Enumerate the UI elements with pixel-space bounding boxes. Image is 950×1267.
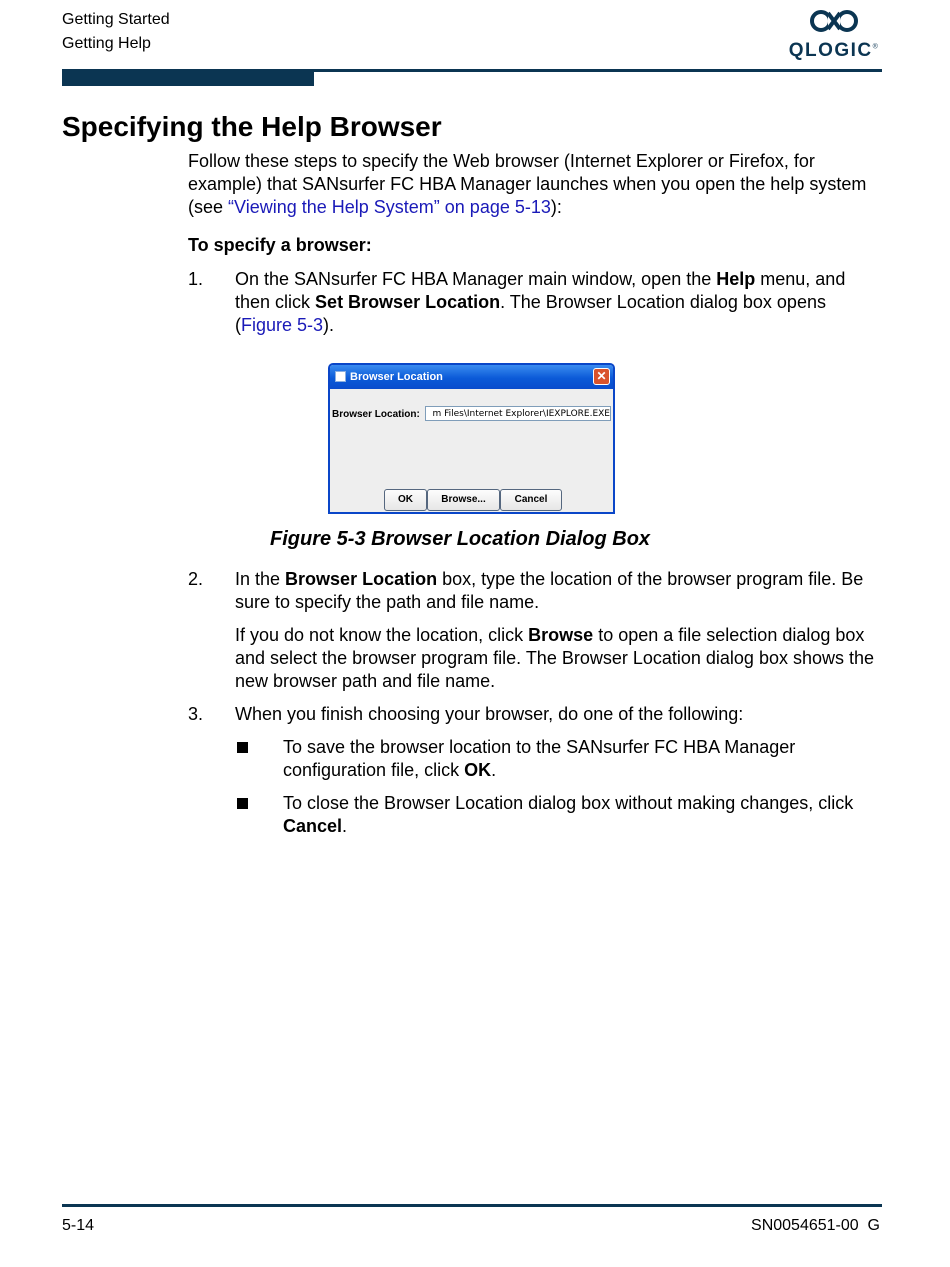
browser-location-dialog	[328, 363, 615, 514]
dialog-title: Browser Location	[350, 371, 443, 383]
intro-text-end: ):	[550, 197, 562, 217]
step-1-text	[235, 268, 883, 337]
step-number: 2.	[188, 569, 204, 589]
step-text: In the	[235, 569, 286, 589]
step-text: menu, and then click	[235, 269, 846, 312]
bullet-text: To close the Browser Location dialog box without making changes, click	[283, 793, 854, 813]
step-number: 3.	[188, 704, 204, 724]
step-3-text: When you finish choosing your browser, do one of the following:	[235, 704, 744, 724]
intro-paragraph	[188, 150, 882, 219]
bullet-square-icon	[237, 798, 248, 809]
registered-mark: ®	[872, 43, 880, 51]
document-id: SN0054651-00 G	[751, 1217, 880, 1234]
step-text: to open a file selection dialog box and select the browser program file. The Browser Location dialog box shows the new browser path and file name.	[235, 625, 875, 691]
figure-5-3-link[interactable]: Figure 5-3	[241, 315, 324, 335]
step-text: . The Browser Location dialog box opens (	[235, 292, 826, 335]
dialog-titlebar[interactable]	[330, 365, 613, 389]
browse-button[interactable]: Browse...	[427, 489, 500, 511]
header-rule-block	[62, 69, 314, 86]
step-bold: Help	[716, 269, 756, 289]
step-2-detail	[235, 624, 883, 693]
viewing-help-link[interactable]: “Viewing the Help System” on page 5-13	[228, 197, 551, 217]
procedure-heading: To specify a browser:	[188, 235, 372, 255]
page-title: Specifying the Help Browser	[62, 111, 442, 142]
bullet-text: .	[491, 760, 497, 780]
figure-caption: Figure 5-3 Browser Location Dialog Box	[270, 528, 651, 550]
step-text: If you do not know the location, click	[235, 625, 529, 645]
step-2-text	[235, 568, 883, 614]
step-text: ).	[323, 315, 335, 335]
cancel-button[interactable]: Cancel	[500, 489, 562, 511]
step-bold: Browser Location	[285, 569, 438, 589]
qlogic-logo-mark-icon	[788, 6, 880, 40]
bullet-bold: OK	[464, 760, 492, 780]
qlogic-wordmark	[788, 40, 880, 62]
logo-text: QLOGIC	[788, 40, 873, 61]
browser-location-input[interactable]	[425, 406, 611, 421]
step-text: box, type the location of the browser program file. Be sure to specify the path and file name.	[235, 569, 864, 612]
bullet-item	[283, 792, 883, 838]
bullet-text: To save the browser location to the SANsurfer FC HBA Manager configuration file, click	[283, 737, 796, 780]
browser-location-label: Browser Location:	[332, 409, 420, 420]
step-text: On the SANsurfer FC HBA Manager main window, open the	[235, 269, 717, 289]
step-bold: Browse	[528, 625, 594, 645]
page-number: 5-14	[62, 1217, 95, 1234]
bullet-item	[283, 736, 883, 782]
step-bold: Set Browser Location	[315, 292, 501, 312]
java-app-icon	[335, 371, 346, 382]
qlogic-logo	[788, 6, 880, 62]
step-number: 1.	[188, 269, 204, 289]
bullet-text: .	[342, 816, 348, 836]
bullet-square-icon	[237, 742, 248, 753]
close-icon[interactable]: ✕	[593, 368, 610, 385]
ok-button[interactable]: OK	[384, 489, 427, 511]
bullet-bold: Cancel	[283, 816, 343, 836]
header-subsection: Getting Help	[62, 35, 151, 52]
header-section: Getting Started	[62, 11, 170, 28]
intro-text: Follow these steps to specify the Web browser (Internet Explorer or Firefox, for example) that SANsurfer FC HBA Manager launches when you open the help system (see	[188, 151, 867, 217]
footer-rule	[62, 1204, 882, 1207]
